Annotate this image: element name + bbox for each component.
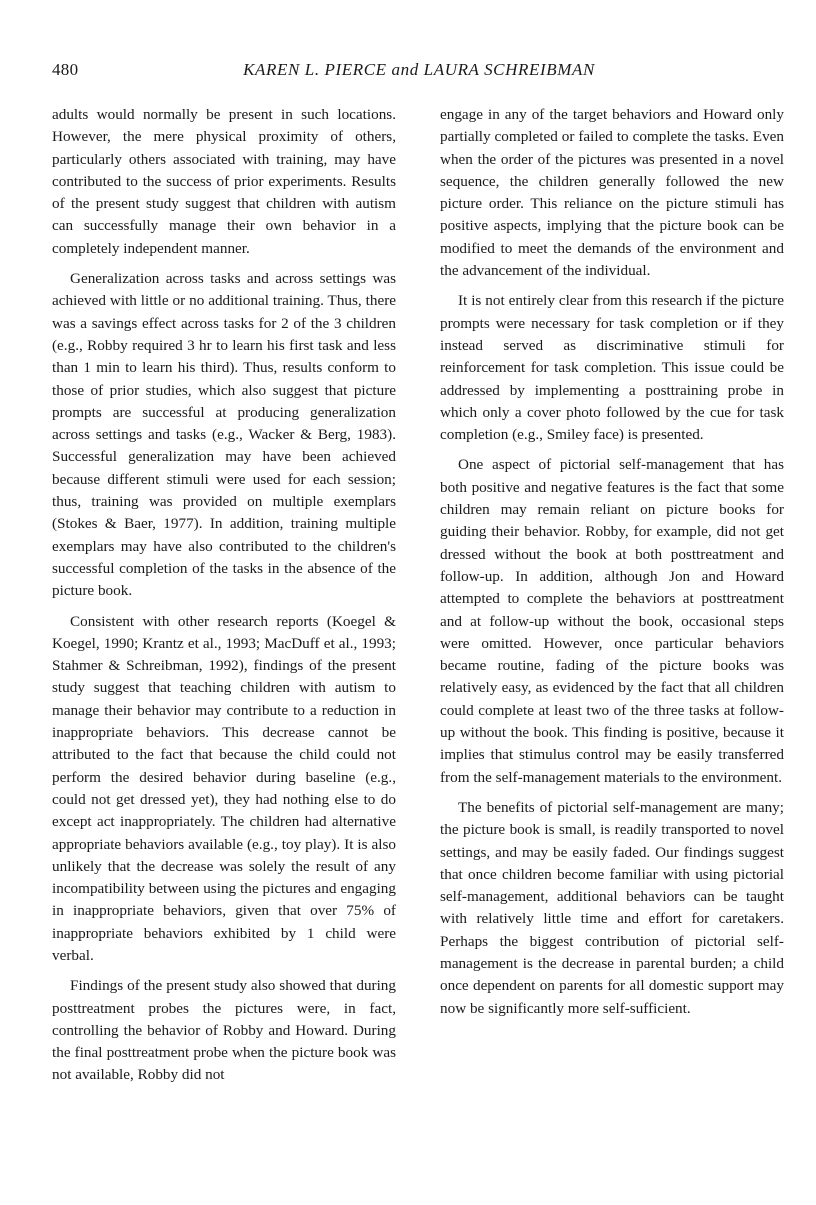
page-header: [52, 60, 786, 86]
paragraph: Consistent with other research reports (Koegel & Koegel, 1990; Krantz et al., 1993; MacDuff et al., 1993; Stahmer & Schreibman, 1992), findings of the present study suggest that teaching children with autism to manage their behavior may contribute to a reduction in inappropriate behaviors. This decrease cannot be attributed to the fact that because the child could not perform the desired behavior during baseline (e.g., could not get dressed yet), they had nothing else to do except act inappropriately. The children had alternative appropriate behaviors available (e.g., toy play). It is also unlikely that the decrease was solely the result of any incompatibility between using the pictures and engaging in inappropriate behaviors, given that over 75% of inappropriate behaviors exhibited by 1 child were verbal.: [52, 612, 396, 964]
page-number: 480: [52, 60, 79, 79]
paragraph: adults would normally be present in such locations. However, the mere physical proximity of others, particularly others associated with training, may have contributed to the success of prior experiments. Results of the present study suggest that children with autism can successfully manage their own behavior in a completely independent manner.: [52, 106, 396, 257]
paragraph: The benefits of pictorial self-management are many; the picture book is small, is readily transported to novel settings, and may be easily faded. Our findings suggest that once children become familiar with using pictorial self-management, additional behaviors can be taught with relatively little time and effort for caretakers. Perhaps the biggest contribution of pictorial self-management is the decrease in parental burden; a child once dependent on parents for all domestic support may now be significantly more self-sufficient.: [440, 798, 784, 1017]
paragraph: One aspect of pictorial self-management that has both positive and negative features is the fact that some children may remain reliant on picture books for guiding their behavior. Robby, for example, did not get dressed without the book at both posttreatment and follow-up. In addition, although Jon and Howard attempted to complete the behaviors at posttreatment and at follow-up without the book, occasional steps were omitted. However, once particular behaviors became routine, fading of the picture books was relatively easy, as evidenced by the fact that all children could complete at least two of the three tasks at follow-up without the book. This finding is positive, because it implies that stimulus control may be easily transferred from the self-management materials to the environment.: [440, 456, 784, 786]
right-column: [440, 104, 784, 1028]
paragraph: Findings of the present study also showed that during posttreatment probes the pictures were, in fact, controlling the behavior of Robby and Howard. During the final posttreatment probe when the picture book was not available, Robby did not: [52, 977, 396, 1084]
paragraph: engage in any of the target behaviors and Howard only partially completed or failed to complete the tasks. Even when the order of the pictures was presented in a novel sequence, the children generally followed the new picture order. This reliance on the picture stimuli has positive aspects, implying that the picture book can be modified to meet the demands of the environment and the advancement of the individual.: [440, 106, 784, 280]
left-column: [52, 104, 396, 1095]
paragraph: Generalization across tasks and across settings was achieved with little or no additional training. Thus, there was a savings effect across tasks for 2 of the 3 children (e.g., Robby required 3 hr to learn his first task and less than 1 min to learn his third). Thus, results conform to those of prior studies, which also suggest that picture prompts are successful at producing generalization across settings and tasks (e.g., Wacker & Berg, 1983). Successful generalization may have been achieved because different stimuli were used for each session; thus, training was provided on multiple exemplars (Stokes & Baer, 1977). In addition, training multiple exemplars may have also contributed to the children's successful completion of the tasks in the absence of the picture book.: [52, 270, 396, 600]
running-head: KAREN L. PIERCE and LAURA SCHREIBMAN: [243, 60, 595, 79]
paragraph: It is not entirely clear from this research if the picture prompts were necessary for task completion or if they instead served as discriminative stimuli for reinforcement for task completion. This issue could be addressed by implementing a posttraining probe in which only a cover photo followed by the cue for task completion (e.g., Smiley face) is presented.: [440, 292, 784, 444]
